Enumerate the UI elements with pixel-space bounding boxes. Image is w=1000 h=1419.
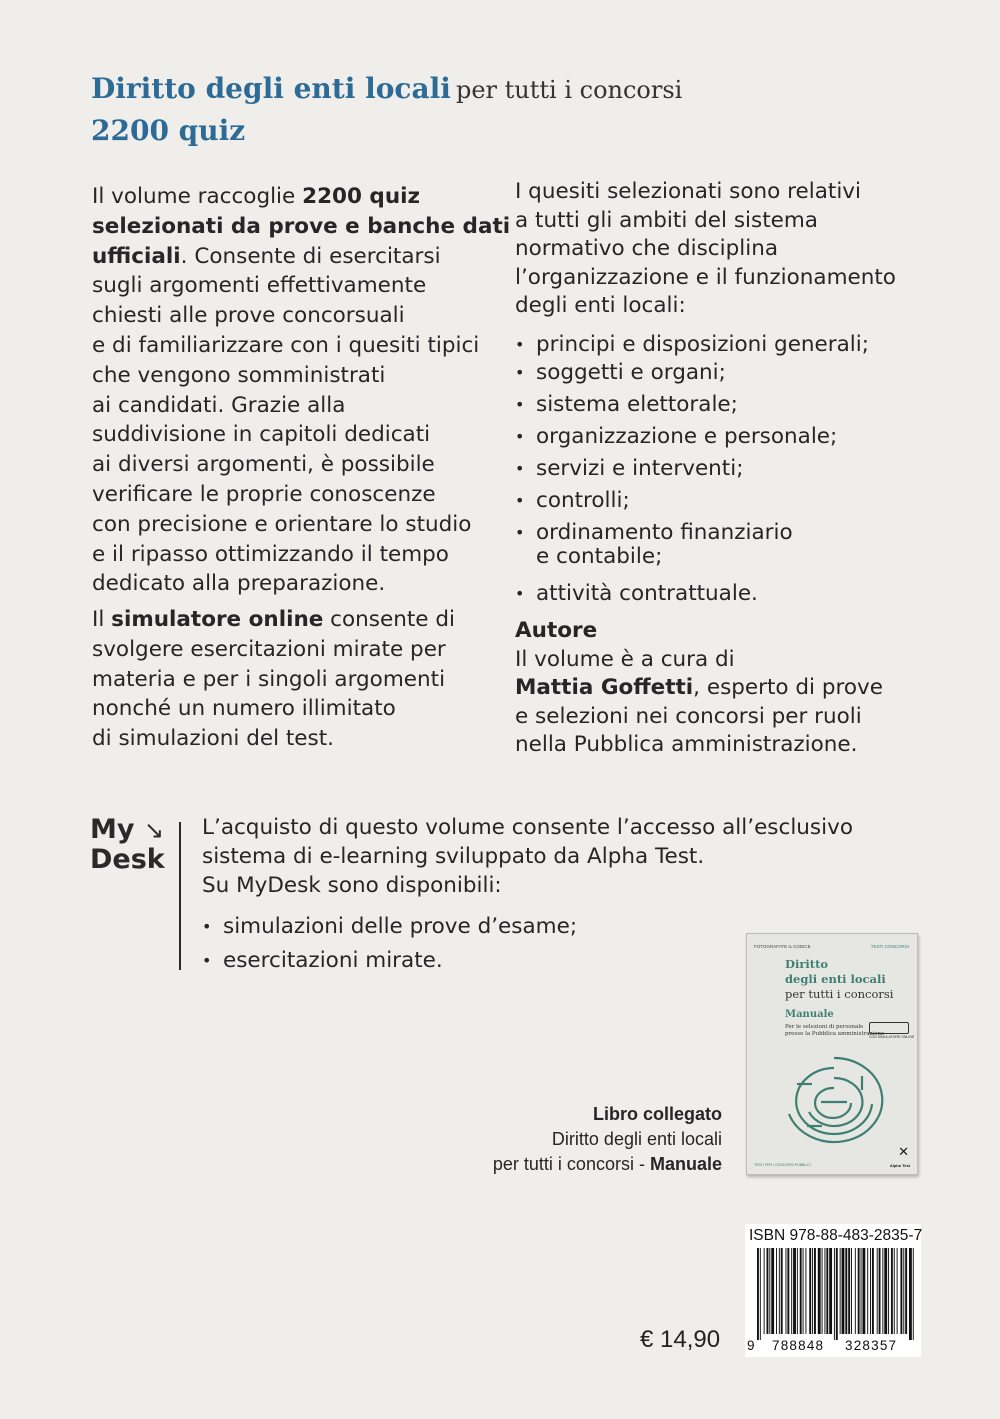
cover-footer: TESTI PER I CONCORSI PUBBLICI (754, 1163, 811, 1167)
mydesk-logo (90, 815, 165, 874)
sim-prefix: Il (92, 607, 112, 632)
cover-label: Manuale (785, 1009, 834, 1020)
related-book-subtitle-text: per tutti i concorsi - (492, 1154, 650, 1174)
barcode-bar (909, 1248, 912, 1340)
sim-text: nonché un numero illimitato (92, 696, 396, 722)
related-book-heading: Libro collegato (592, 1104, 722, 1124)
cover-title-1: Diritto (785, 957, 829, 971)
right-intro-text: normativo che disciplina (515, 236, 778, 262)
sim-line (92, 605, 492, 635)
book-subtitle: 2200 quiz (91, 114, 246, 147)
sim-text: di simulazioni del test. (92, 726, 335, 752)
barcode-bar (803, 1248, 804, 1334)
cover-title-3: per tutti i concorsi (785, 987, 894, 1001)
barcode-bar (842, 1248, 845, 1334)
barcode-bar (867, 1248, 868, 1334)
intro-prefix: Il volume raccoglie (92, 184, 303, 209)
author-text: Il volume è a cura di (515, 646, 735, 672)
barcode-bar (861, 1248, 862, 1334)
mydesk-feature-list (202, 915, 577, 973)
related-book-caption (420, 1102, 722, 1177)
barcode-bar (822, 1248, 823, 1334)
related-book-subtitle (420, 1152, 722, 1177)
barcode-digit-first: 9 (747, 1338, 755, 1353)
barcode-bar (862, 1248, 865, 1334)
intro-text: e il ripasso ottimizzando il tempo (92, 541, 449, 567)
barcode-bar (900, 1248, 902, 1334)
barcode-bar (834, 1248, 835, 1340)
right-intro-text: a tutti gli ambiti del sistema (515, 207, 818, 233)
barcode-bar (829, 1248, 832, 1334)
related-book-cover[interactable] (746, 933, 918, 1175)
barcode-bar (888, 1248, 889, 1334)
barcode-bar (800, 1248, 802, 1334)
intro-text: ai diversi argomenti, è possibile (92, 452, 435, 478)
list-item: • attività contrattuale. (515, 582, 869, 606)
barcode-bar (872, 1248, 874, 1334)
author-name: Mattia Goffetti (515, 675, 694, 701)
author-section (515, 617, 935, 760)
list-item: • soggetti e organi; (515, 361, 869, 385)
intro-text: dedicato alla preparazione. (92, 571, 386, 597)
barcode-bar (764, 1248, 765, 1334)
cover-desc-1: Per le selezioni di personale (785, 1024, 864, 1030)
barcode-bar (824, 1248, 825, 1334)
description-left (92, 182, 511, 599)
barcode-bar (769, 1248, 770, 1334)
description-right (515, 178, 915, 321)
sim-text: svolgere esercitazioni mirate per (92, 636, 446, 662)
cover-title (785, 957, 893, 1002)
intro-text: suddivisione in capitoli dedicati (92, 422, 431, 448)
topic-list (515, 333, 869, 606)
alpha-test-logo-icon: ✕ (898, 1145, 909, 1160)
book-title (91, 72, 682, 105)
mydesk-divider (179, 822, 181, 970)
barcode-bar (840, 1248, 841, 1334)
barcode-bar (870, 1248, 871, 1334)
intro-line (92, 182, 492, 212)
list-item: • sistema elettorale; (515, 393, 869, 417)
simulator-paragraph (92, 605, 492, 754)
intro-line (92, 242, 492, 272)
cover-publisher: Alpha Test (889, 1163, 910, 1168)
barcode-bar (882, 1248, 883, 1334)
author-heading (515, 617, 935, 646)
list-item: • simulazioni delle prove d’esame; (202, 915, 577, 939)
barcode-bar (757, 1248, 759, 1340)
arrow-down-right-icon: ↘ (143, 816, 164, 844)
barcode-bar (884, 1248, 887, 1334)
barcode-bar (771, 1248, 774, 1334)
barcode-bar (858, 1248, 860, 1334)
barcode-bar (760, 1248, 761, 1340)
barcode-bar (812, 1248, 813, 1334)
intro-bold-1: 2200 quiz (302, 184, 421, 209)
barcode-bar (781, 1248, 783, 1334)
barcode-bar (826, 1248, 828, 1334)
barcode-bar (797, 1248, 798, 1334)
list-item: • ordinamento finanziario (515, 521, 869, 545)
book-title-main: Diritto degli enti locali (91, 72, 451, 105)
barcode-bar (787, 1248, 789, 1334)
intro-text: sugli argomenti effettivamente (92, 273, 427, 299)
related-book-label: Manuale (649, 1154, 722, 1174)
barcode-bar (793, 1248, 796, 1334)
sim-bold: simulatore online (111, 607, 324, 632)
right-intro-text: degli enti locali: (515, 293, 686, 319)
barcode-bar (891, 1248, 893, 1334)
cover-title-2: degli enti locali (785, 972, 886, 986)
cover-badge-box (869, 1022, 909, 1034)
related-book-title: Diritto degli enti locali (551, 1129, 722, 1149)
intro-bold-line (92, 212, 511, 242)
author-text: e selezioni nei concorsi per ruoli (515, 703, 862, 729)
topic-continuation: e contabile; (536, 544, 663, 569)
barcode-bar (791, 1248, 792, 1334)
mydesk-features (202, 915, 577, 973)
list-item-continuation (515, 545, 869, 569)
barcode-digits-group2: 328357 (845, 1338, 898, 1353)
intro-text: e di familiarizzare con i quesiti tipici (92, 332, 480, 358)
barcode-bar (845, 1248, 847, 1334)
book-title-rest: per tutti i concorsi (455, 76, 683, 104)
barcode-bar (786, 1248, 787, 1334)
cover-desc-2: presso la Pubblica amministrazione (785, 1031, 885, 1037)
barcode-bar (894, 1248, 895, 1334)
mydesk-text: Su MyDesk sono disponibili: (202, 872, 502, 898)
barcode-icon (757, 1248, 915, 1340)
right-intro-text: l’organizzazione e il funzionamento (515, 264, 896, 290)
maze-illustration-icon (777, 1054, 892, 1149)
barcode-bar (836, 1248, 838, 1340)
right-intro-text: I quesiti selezionati sono relativi (515, 179, 861, 204)
author-text: , esperto di prove (693, 675, 883, 701)
mydesk-logo-line1 (90, 815, 165, 845)
barcode-bar (818, 1248, 821, 1334)
intro-text: che vengono somministrati (92, 362, 386, 388)
intro-text: verificare le proprie conoscenze (92, 481, 436, 507)
intro-text: . Consente di esercitarsi (180, 243, 441, 269)
intro-bold-2: selezionati da prove e banche dati (92, 213, 511, 239)
list-item: • esercitazioni mirate. (202, 949, 577, 973)
mydesk-description (202, 814, 922, 900)
barcode-digits-group1: 788848 (772, 1338, 825, 1353)
intro-text: chiesti alle prove concorsuali (92, 303, 405, 329)
topic-bullets (515, 333, 869, 606)
barcode-bar (848, 1248, 850, 1334)
list-item: • servizi e interventi; (515, 457, 869, 481)
intro-text: ai candidati. Grazie alla (92, 392, 346, 418)
mydesk-text: sistema di e-learning sviluppato da Alpha Test. (202, 843, 705, 869)
barcode-box (745, 1224, 921, 1357)
author-heading-text: Autore (515, 618, 598, 643)
isbn-number: ISBN 978-88-483-2835-7 (749, 1227, 923, 1244)
barcode-bar (851, 1248, 852, 1334)
barcode-bar (897, 1248, 898, 1334)
barcode-bar (879, 1248, 881, 1334)
sim-suffix: consente di (323, 607, 455, 632)
list-item: • controlli; (515, 489, 869, 513)
author-line (515, 674, 935, 703)
mydesk-text: L’acquisto di questo volume consente l’accesso all’esclusivo (202, 815, 853, 840)
barcode-bar (776, 1248, 777, 1334)
author-text: nella Pubblica amministrazione. (515, 732, 858, 758)
list-item: • principi e disposizioni generali; (515, 333, 869, 357)
mydesk-logo-my: My (90, 814, 135, 845)
cover-top-right: TESTI CONCORSI (870, 944, 909, 949)
barcode-bar (905, 1248, 907, 1334)
intro-bold-3: ufficiali (92, 243, 181, 269)
barcode-bar (877, 1248, 878, 1334)
barcode-bar (779, 1248, 780, 1334)
barcode-bar (809, 1248, 811, 1334)
barcode-bar (855, 1248, 856, 1334)
barcode-bar (913, 1248, 914, 1340)
price: € 14,90 (640, 1326, 721, 1353)
mydesk-logo-desk: Desk (90, 844, 165, 875)
barcode-bar (814, 1248, 816, 1334)
sim-text: materia e per i singoli argomenti (92, 666, 446, 692)
list-item: • organizzazione e personale; (515, 425, 869, 449)
cover-badge: CON SIMULATORE ONLINE (869, 1035, 915, 1039)
barcode-bar (903, 1248, 904, 1334)
barcode-bar (805, 1248, 806, 1334)
cover-top-left: FOTOGRAFATE IL CODICE (754, 944, 811, 949)
barcode-bar (767, 1248, 769, 1334)
intro-text: con precisione e orientare lo studio (92, 511, 472, 537)
